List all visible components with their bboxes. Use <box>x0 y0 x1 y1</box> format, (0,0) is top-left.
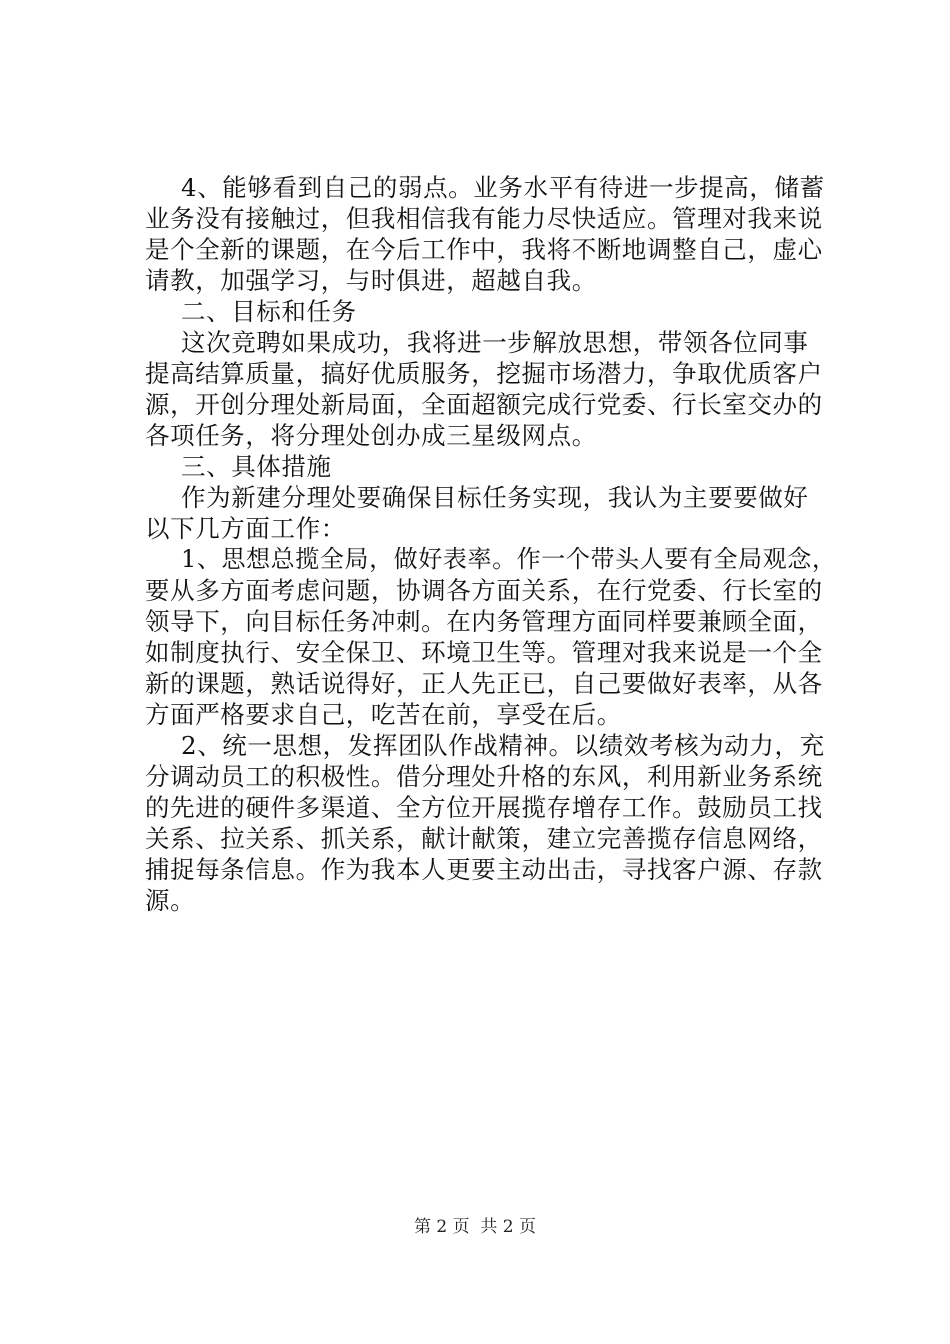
text-line: 请教，加强学习，与时俱进，超越自我。 <box>145 266 597 295</box>
text-line: 各项任务，将分理处创办成三星级网点。 <box>145 421 597 450</box>
text-line: 二、目标和任务 <box>181 297 357 326</box>
text-line: 关系、拉关系、抓关系，献计献策，建立完善揽存信息网络， <box>145 824 823 853</box>
page-footer: 第 2 页 共 2 页 <box>413 1217 537 1237</box>
text-line: 源，开创分理处新局面，全面超额完成行党委、行长室交办的 <box>145 390 823 419</box>
text-line: 是个全新的课题，在今后工作中，我将不断地调整自己，虚心 <box>145 235 823 264</box>
text-line: 以下几方面工作： <box>145 514 346 543</box>
text-line: 方面严格要求自己，吃苦在前，享受在后。 <box>145 700 622 729</box>
text-line: 分调动员工的积极性。借分理处升格的东风，利用新业务系统 <box>145 762 823 791</box>
text-line: 4、能够看到自己的弱点。业务水平有待进一步提高，储蓄 <box>181 173 825 202</box>
document-body <box>145 172 835 916</box>
text-line: 业务没有接触过，但我相信我有能力尽快适应。管理对我来说 <box>145 204 823 233</box>
text-line: 2、统一思想，发挥团队作战精神。以绩效考核为动力，充 <box>181 731 825 760</box>
text-line: 捕捉每条信息。作为我本人更要主动出击，寻找客户源、存款 <box>145 855 823 884</box>
text-line: 三、具体措施 <box>181 452 332 481</box>
text-line: 要从多方面考虑问题，协调各方面关系，在行党委、行长室的 <box>145 576 823 605</box>
text-line: 作为新建分理处要确保目标任务实现，我认为主要要做好 <box>181 483 809 512</box>
text-line: 这次竞聘如果成功，我将进一步解放思想，带领各位同事 <box>181 328 809 357</box>
text-line: 1、思想总揽全局，做好表率。作一个带头人要有全局观念， <box>181 545 837 573</box>
text-line: 提高结算质量，搞好优质服务，挖掘市场潜力，争取优质客户 <box>145 359 823 388</box>
text-line: 新的课题，熟话说得好，正人先正已，自己要做好表率，从各 <box>145 669 823 698</box>
text-line: 如制度执行、安全保卫、环境卫生等。管理对我来说是一个全 <box>145 638 823 667</box>
text-line: 领导下，向目标任务冲刺。在内务管理方面同样要兼顾全面， <box>145 607 823 636</box>
text-line: 源。 <box>145 886 196 915</box>
text-line: 的先进的硬件多渠道、全方位开展揽存增存工作。鼓励员工找 <box>145 793 823 822</box>
